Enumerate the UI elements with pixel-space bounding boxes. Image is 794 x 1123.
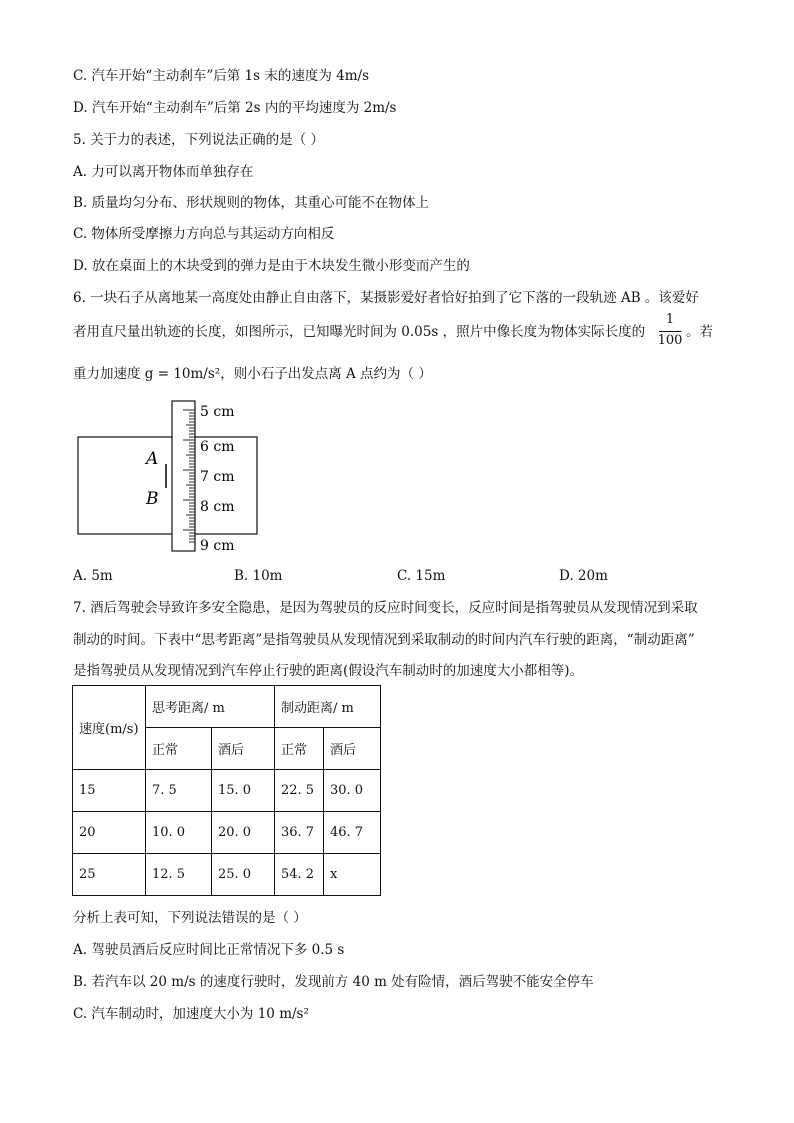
q5-stem: 5. 关于力的表述，下列说法正确的是（ ）	[73, 132, 324, 148]
ruler-label-6cm: 6 cm	[200, 439, 235, 455]
q7-option-b: B. 若汽车以 20 m/s 的速度行驶时，发现前方 40 m 处有险情，酒后驾驶不能安全停车	[73, 974, 594, 990]
table-cell: 30. 0	[324, 770, 381, 812]
q7-stem-line1: 7. 酒后驾驶会导致许多安全隐患，是因为驾驶员的反应时间变长，反应时间是指驾驶员从发现情况到采取	[73, 600, 698, 616]
table-cell: 15. 0	[212, 770, 275, 812]
q7-stem-line3: 是指驾驶员从发现情况到汽车停止行驶的距离(假设汽车制动时的加速度大小都相等)。	[73, 663, 584, 679]
table-subheader: 正常	[275, 728, 324, 770]
q7-question: 分析上表可知，下列说法错误的是（ ）	[73, 910, 307, 926]
q7-table	[72, 685, 381, 896]
table-cell: 20. 0	[212, 812, 275, 854]
table-subheader: 酒后	[212, 728, 275, 770]
q6-figure	[60, 395, 280, 560]
q7-stem-line2: 制动的时间。下表中“思考距离”是指驾驶员从发现情况到采取制动的时间内汽车行驶的距离，“制动距离”	[73, 632, 695, 648]
table-row	[73, 812, 381, 854]
table-cell: 25	[73, 854, 146, 896]
table-cell: x	[324, 854, 381, 896]
table-cell: 25. 0	[212, 854, 275, 896]
fraction	[657, 312, 683, 352]
table-cell: 12. 5	[146, 854, 212, 896]
q5-option-d: D. 放在桌面上的木块受到的弹力是由于木块发生微小形变而产生的	[73, 258, 470, 274]
table-cell: 46. 7	[324, 812, 381, 854]
q6-stem-line1: 6. 一块石子从离地某一高度处由静止自由落下，某摄影爱好者恰好拍到了它下落的一段轨迹 AB 。该爱好	[73, 290, 699, 306]
table-cell: 10. 0	[146, 812, 212, 854]
table-cell: 15	[73, 770, 146, 812]
table-row	[73, 770, 381, 812]
table-header-speed: 速度(m/s)	[73, 686, 146, 770]
fraction-numerator: 1	[665, 312, 675, 327]
q5-option-c: C. 物体所受摩擦力方向总与其运动方向相反	[73, 226, 335, 242]
table-cell: 7. 5	[146, 770, 212, 812]
fraction-bar	[659, 331, 681, 332]
q7-option-c: C. 汽车制动时，加速度大小为 10 m/s²	[73, 1006, 309, 1022]
fraction-denominator: 100	[657, 333, 683, 348]
table-subheader: 酒后	[324, 728, 381, 770]
q6-option-d: D. 20m	[559, 568, 608, 584]
table-row	[73, 854, 381, 896]
table-subheader: 正常	[146, 728, 212, 770]
q6-stem-line2: 者用直尺量出轨迹的长度，如图所示，已知曝光时间为 0.05s ，照片中像长度为物体实际长度的	[73, 324, 646, 340]
table-cell: 54. 2	[275, 854, 324, 896]
q6-stem-line3: 重力加速度 g = 10m/s²，则小石子出发点离 A 点约为（ ）	[73, 366, 432, 382]
q5-option-a: A. 力可以离开物体而单独存在	[73, 164, 254, 180]
table-header-thinking-distance: 思考距离/ m	[146, 686, 275, 728]
q4-option-c: C. 汽车开始“主动刹车”后第 1s 末的速度为 4m/s	[73, 68, 369, 84]
q6-stem-line2-end: 。若	[686, 324, 713, 340]
table-header-braking-distance: 制动距离/ m	[275, 686, 381, 728]
q7-option-a: A. 驾驶员酒后反应时间比正常情况下多 0.5 s	[73, 942, 345, 958]
point-b-label: B	[146, 489, 159, 509]
ruler-label-7cm: 7 cm	[200, 469, 235, 485]
table-cell: 22. 5	[275, 770, 324, 812]
ruler-label-5cm: 5 cm	[200, 404, 235, 420]
table-cell: 20	[73, 812, 146, 854]
q4-option-d: D. 汽车开始“主动刹车”后第 2s 内的平均速度为 2m/s	[73, 100, 397, 116]
ruler-label-8cm: 8 cm	[200, 499, 235, 515]
q6-option-a: A. 5m	[73, 568, 113, 584]
q6-option-b: B. 10m	[234, 568, 283, 584]
q5-option-b: B. 质量均匀分布、形状规则的物体，其重心可能不在物体上	[73, 195, 430, 211]
point-a-label: A	[146, 449, 159, 469]
q6-option-c: C. 15m	[397, 568, 446, 584]
table-cell: 36. 7	[275, 812, 324, 854]
ruler-label-9cm: 9 cm	[200, 538, 235, 554]
